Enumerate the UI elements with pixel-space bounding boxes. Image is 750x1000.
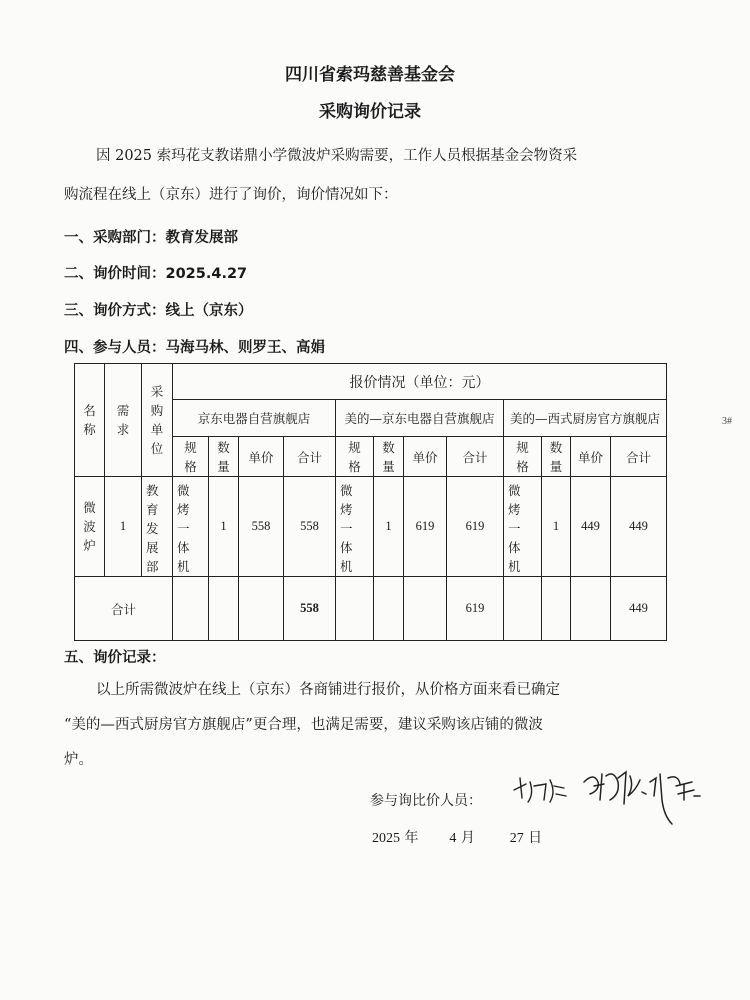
store-3-unit-price-header: 单价 bbox=[571, 437, 611, 477]
store-2-unit-price: 619 bbox=[404, 477, 447, 577]
item-inquiry-date: 二、询价时间：2025.4.27 bbox=[64, 266, 248, 282]
organization-title: 四川省索玛慈善基金会 bbox=[285, 65, 455, 85]
header-department: 采购单位 bbox=[142, 364, 173, 477]
header-qty-needed: 需求 bbox=[105, 364, 142, 477]
store-1-qty: 1 bbox=[209, 477, 239, 577]
item-inquiry-record: 五、询价记录： bbox=[64, 650, 166, 666]
signature-mahai-malin-zeluowang bbox=[580, 760, 720, 834]
row-department: 教育发展部 bbox=[142, 477, 173, 577]
store-1-grand-total: 558 bbox=[284, 577, 336, 641]
item-purchasing-dept: 一、采购部门：教育发展部 bbox=[64, 230, 238, 246]
store-2-qty-header: 数量 bbox=[374, 437, 404, 477]
store-3-spec: 微烤一体机 bbox=[504, 477, 542, 577]
store-1-unit-price: 558 bbox=[239, 477, 284, 577]
store-3-total: 449 bbox=[611, 477, 667, 577]
item-participants: 四、参与人员：马海马林、则罗王、高娟 bbox=[64, 340, 325, 356]
store-1-spec: 微烤一体机 bbox=[173, 477, 209, 577]
signers-label: 参与询比价人员： bbox=[370, 793, 482, 809]
row-qty-needed: 1 bbox=[105, 477, 142, 577]
store-2-qty: 1 bbox=[374, 477, 404, 577]
store-2-name: 美的—京东电器自营旗舰店 bbox=[336, 400, 504, 437]
record-date: 2025 年 4 月 27 日 bbox=[372, 830, 543, 846]
row-item-name: 微波炉 bbox=[75, 477, 105, 577]
header-quote-info: 报价情况（单位：元） bbox=[173, 364, 667, 400]
quote-table bbox=[74, 363, 667, 641]
table-totals-row bbox=[75, 577, 667, 641]
store-1-spec-header: 规格 bbox=[173, 437, 209, 477]
store-3-total-header: 合计 bbox=[611, 437, 667, 477]
conclusion-line-2: “美的—西式厨房官方旗舰店”更合理，也满足需要，建议采购该店铺的微波 bbox=[64, 717, 543, 733]
conclusion-line-3: 炉。 bbox=[64, 752, 93, 768]
store-2-spec: 微烤一体机 bbox=[336, 477, 374, 577]
store-2-total: 619 bbox=[447, 477, 504, 577]
store-1-unit-price-header: 单价 bbox=[239, 437, 284, 477]
intro-line-2: 购流程在线上（京东）进行了询价，询价情况如下： bbox=[64, 187, 398, 203]
store-3-spec-header: 规格 bbox=[504, 437, 542, 477]
store-3-grand-total: 449 bbox=[611, 577, 667, 641]
store-3-qty: 1 bbox=[542, 477, 571, 577]
store-3-name: 美的—西式厨房官方旗舰店 bbox=[504, 400, 667, 437]
intro-line-1: 因 2025 索玛花支教诺鼎小学微波炉采购需要，工作人员根据基金会物资采 bbox=[96, 148, 578, 164]
table-row bbox=[75, 477, 667, 577]
header-name: 名称 bbox=[75, 364, 105, 477]
store-2-total-header: 合计 bbox=[447, 437, 504, 477]
item-inquiry-method: 三、询价方式：线上（京东） bbox=[64, 303, 253, 319]
store-2-spec-header: 规格 bbox=[336, 437, 374, 477]
conclusion-line-1: 以上所需微波炉在线上（京东）各商铺进行报价，从价格方面来看已确定 bbox=[96, 682, 560, 698]
table-header-row-1 bbox=[75, 364, 667, 400]
store-1-name: 京东电器自营旗舰店 bbox=[173, 400, 336, 437]
store-1-qty-header: 数量 bbox=[209, 437, 239, 477]
signature-gao-juan bbox=[510, 772, 570, 812]
margin-note: 3# bbox=[722, 416, 732, 427]
store-1-total-header: 合计 bbox=[284, 437, 336, 477]
store-2-unit-price-header: 单价 bbox=[404, 437, 447, 477]
store-1-total: 558 bbox=[284, 477, 336, 577]
store-3-qty-header: 数量 bbox=[542, 437, 571, 477]
store-2-grand-total: 619 bbox=[447, 577, 504, 641]
store-3-unit-price: 449 bbox=[571, 477, 611, 577]
record-title: 采购询价记录 bbox=[319, 102, 421, 122]
totals-label: 合计 bbox=[75, 577, 173, 641]
